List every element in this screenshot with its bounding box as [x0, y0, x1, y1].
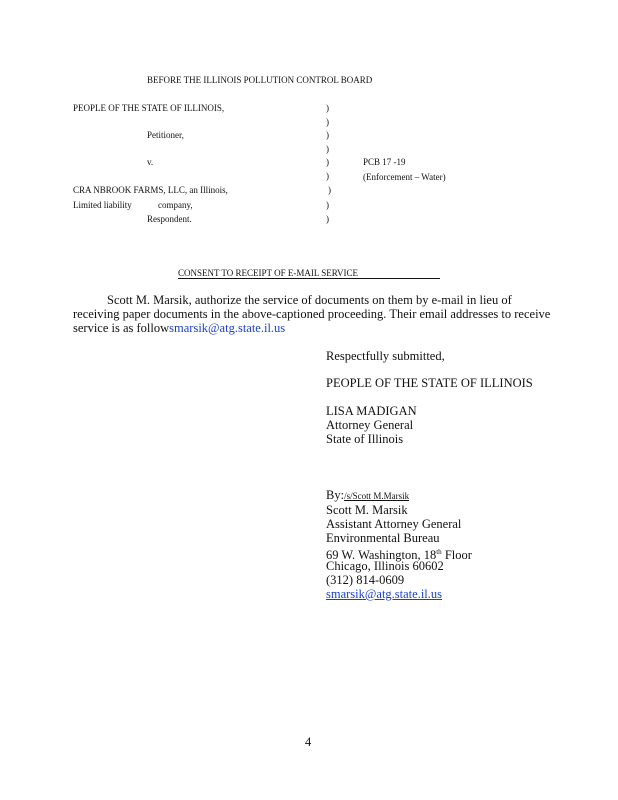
- signer-name: Scott M. Marsik: [326, 503, 408, 517]
- electronic-signature: /s/Scott M.Marsik: [344, 491, 410, 501]
- board-title: BEFORE THE ILLINOIS POLLUTION CONTROL BOARD: [147, 75, 373, 85]
- respondent-party-line1: CRA NBROOK FARMS, LLC, an Illinois,: [73, 185, 228, 195]
- signer-title: Assistant Attorney General: [326, 517, 462, 531]
- paragraph-line-3: [73, 321, 285, 336]
- versus-label: v.: [147, 157, 154, 167]
- caption-paren: ): [328, 185, 331, 195]
- signer-email-link[interactable]: smarsik@atg.state.il.us: [326, 587, 443, 601]
- signature-line: [326, 488, 430, 504]
- by-label: By:: [326, 488, 345, 502]
- page-number: 4: [305, 735, 312, 749]
- caption-paren: ): [326, 214, 329, 224]
- party-name: PEOPLE OF THE STATE OF ILLINOIS: [326, 376, 533, 390]
- service-email-link[interactable]: smarsik@atg.state.il.us: [169, 321, 286, 335]
- caption-paren: ): [326, 130, 329, 140]
- attorney-general-title: Attorney General: [326, 418, 414, 432]
- signer-bureau: Environmental Bureau: [326, 531, 440, 545]
- caption-paren: ): [326, 103, 329, 113]
- paragraph-line-2: receiving paper documents in the above-captioned proceeding. Their email addresses to receive: [73, 307, 551, 321]
- attorney-general-state: State of Illinois: [326, 432, 404, 446]
- document-heading: CONSENT TO RECEIPT OF E-MAIL SERVICE: [178, 268, 440, 279]
- petitioner-party: PEOPLE OF THE STATE OF ILLINOIS,: [73, 103, 225, 113]
- case-type: (Enforcement – Water): [363, 172, 446, 182]
- address-ordinal: th: [436, 548, 442, 556]
- caption-paren: ): [326, 171, 329, 181]
- phone-number: (312) 814-0609: [326, 573, 405, 587]
- petitioner-label: Petitioner,: [147, 130, 184, 140]
- caption-paren: ): [326, 200, 329, 210]
- paragraph-line-3-text: service is as follow: [73, 321, 170, 335]
- respondent-party-line2a: Limited liability: [73, 200, 132, 210]
- caption-paren: ): [326, 157, 329, 167]
- address-line-2: Chicago, Illinois 60602: [326, 559, 444, 573]
- attorney-general-name: LISA MADIGAN: [326, 404, 417, 418]
- closing: Respectfully submitted,: [326, 349, 445, 363]
- respondent-party-line2b: company,: [158, 200, 193, 210]
- caption-paren: ): [326, 144, 329, 154]
- address-street: 69 W. Washington, 18: [326, 548, 437, 563]
- caption-paren: ): [326, 117, 329, 127]
- paragraph-line-1: Scott M. Marsik, authorize the service of documents on them by e-mail in lieu of: [107, 293, 512, 307]
- case-number: PCB 17 -19: [363, 157, 406, 167]
- address-floor: Floor: [444, 548, 472, 563]
- respondent-label: Respondent.: [147, 214, 192, 224]
